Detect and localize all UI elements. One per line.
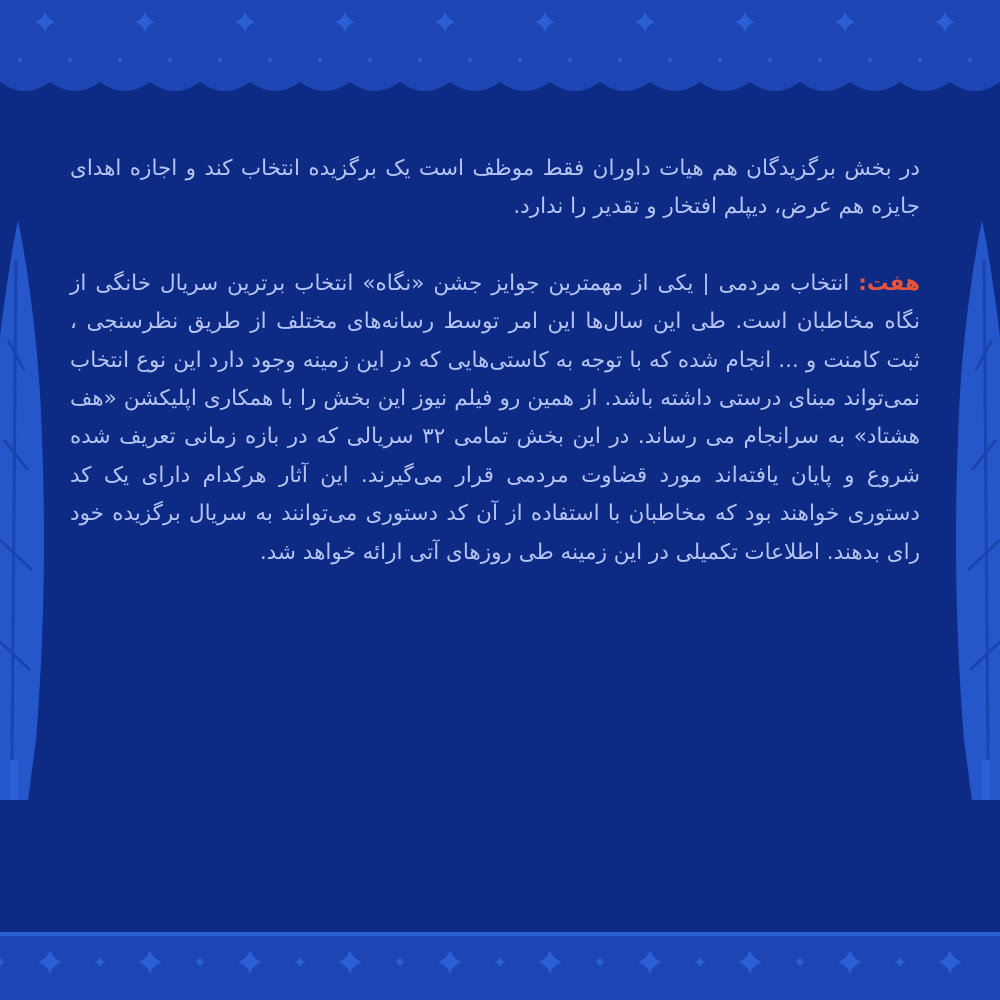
scallop-ornament: [100, 82, 150, 91]
diamond-star-icon: [635, 12, 655, 32]
scallop-ornament: [400, 82, 450, 91]
dot-ornament: [818, 58, 822, 62]
scallop-ornament: [700, 82, 750, 91]
diamond-star-icon: [935, 12, 955, 32]
dot-ornament: [418, 58, 422, 62]
diamond-star-icon: [338, 950, 362, 974]
diamond-star-icon: [438, 950, 462, 974]
scallop-ornament: [600, 82, 650, 91]
dot-ornament: [718, 58, 722, 62]
scallop-ornament: [950, 82, 1000, 91]
scallop-ornament: [500, 82, 550, 91]
diamond-star-icon: [938, 950, 962, 974]
dot-ornament: [968, 58, 972, 62]
dot-ornament: [168, 58, 172, 62]
small-diamond-icon: [895, 957, 905, 967]
section-number-heading: هفت:: [858, 270, 920, 296]
diamond-star-icon: [435, 12, 455, 32]
scallop-ornament: [350, 82, 400, 91]
small-diamond-icon: [95, 957, 105, 967]
small-diamond-icon: [495, 957, 505, 967]
diamond-star-icon: [535, 12, 555, 32]
dot-ornament: [268, 58, 272, 62]
diamond-star-icon: [638, 950, 662, 974]
scallop-ornament: [0, 82, 50, 91]
paragraph-jury-rules: در بخش برگزیدگان هم هیات داوران فقط موظف است یک برگزیده انتخاب کند و اجازه اهدای جایزه هم عرض، دیپلم افتخار و تقدیر را ندارد.: [70, 156, 920, 220]
dot-ornament: [568, 58, 572, 62]
diamond-star-icon: [135, 12, 155, 32]
diamond-star-icon: [38, 950, 62, 974]
top-scalloped-border: [0, 0, 1000, 100]
scallop-ornament: [50, 82, 100, 91]
scallop-ornament: [250, 82, 300, 91]
diamond-star-icon: [538, 950, 562, 974]
scallop-ornament: [200, 82, 250, 91]
dot-ornament: [868, 58, 872, 62]
dot-ornament: [518, 58, 522, 62]
dot-ornament: [768, 58, 772, 62]
scallop-ornament: [300, 82, 350, 91]
scallop-ornament: [450, 82, 500, 91]
bottom-ornament-border: [0, 932, 1000, 1000]
small-diamond-icon: [295, 957, 305, 967]
scallop-ornament: [800, 82, 850, 91]
diamond-star-icon: [235, 12, 255, 32]
paragraph-popular-vote-body: انتخاب مردمی | یکی از مهمترین جوایز جشن «نگاه» انتخاب برترین سریال خانگی از نگاه مخاطبان است. طی این سال‌ها این امر توسط رسانه‌های مختلف از طریق نظرسنجی ، ثبت کامنت و ... انجام شده که با توجه به کاستی‌هایی که در این زمینه وجود دارد این نوع انتخاب نمی‌تواند مبنای درستی داشته باشد. از همین رو فیلم نیوز این بخش را با همکاری اپلیکشن «هف هشتاد» به سرانجام می رساند. در این بخش تمامی ۳۲ سریالی که در بازه زمانی تعریف شده شروع و پایان یافته‌اند مورد قضاوت مردمی قرار می‌گیرند. این آثار هرکدام دارای یک کد دستوری خواهند بود که مخاطبان با استفاده از آن کد دستوری می‌توانند به سریال برگزیده خود رای بدهند. اطلاعات تکمیلی در این زمینه طی روزهای آتی ارائه خواهد شد.: [70, 270, 920, 565]
dot-ornament: [218, 58, 222, 62]
dot-ornament: [68, 58, 72, 62]
scallop-ornament: [150, 82, 200, 91]
small-diamond-icon: [395, 957, 405, 967]
diamond-star-icon: [738, 950, 762, 974]
small-diamond-icon: [595, 957, 605, 967]
dot-ornament: [668, 58, 672, 62]
diamond-star-icon: [735, 12, 755, 32]
small-diamond-icon: [0, 957, 5, 967]
dot-ornament: [918, 58, 922, 62]
dot-ornament: [18, 58, 22, 62]
diamond-star-icon: [35, 12, 55, 32]
cypress-tree-right-icon: [952, 220, 1000, 800]
article-text: [70, 150, 920, 572]
small-diamond-icon: [195, 957, 205, 967]
dot-ornament: [618, 58, 622, 62]
small-diamond-icon: [795, 957, 805, 967]
diamond-star-icon: [238, 950, 262, 974]
cypress-tree-left-icon: [0, 220, 48, 800]
dot-ornament: [118, 58, 122, 62]
scallop-ornament: [650, 82, 700, 91]
paragraph-spacer: [70, 227, 920, 265]
dot-ornament: [468, 58, 472, 62]
diamond-star-icon: [835, 12, 855, 32]
diamond-star-icon: [838, 950, 862, 974]
scallop-ornament: [900, 82, 950, 91]
scallop-ornament: [850, 82, 900, 91]
dot-ornament: [368, 58, 372, 62]
paragraph-popular-vote: [70, 265, 920, 572]
small-diamond-icon: [695, 957, 705, 967]
diamond-star-icon: [335, 12, 355, 32]
dot-ornament: [318, 58, 322, 62]
scallop-ornament: [750, 82, 800, 91]
border-line: [0, 932, 1000, 936]
scallop-ornament: [550, 82, 600, 91]
diamond-star-icon: [138, 950, 162, 974]
